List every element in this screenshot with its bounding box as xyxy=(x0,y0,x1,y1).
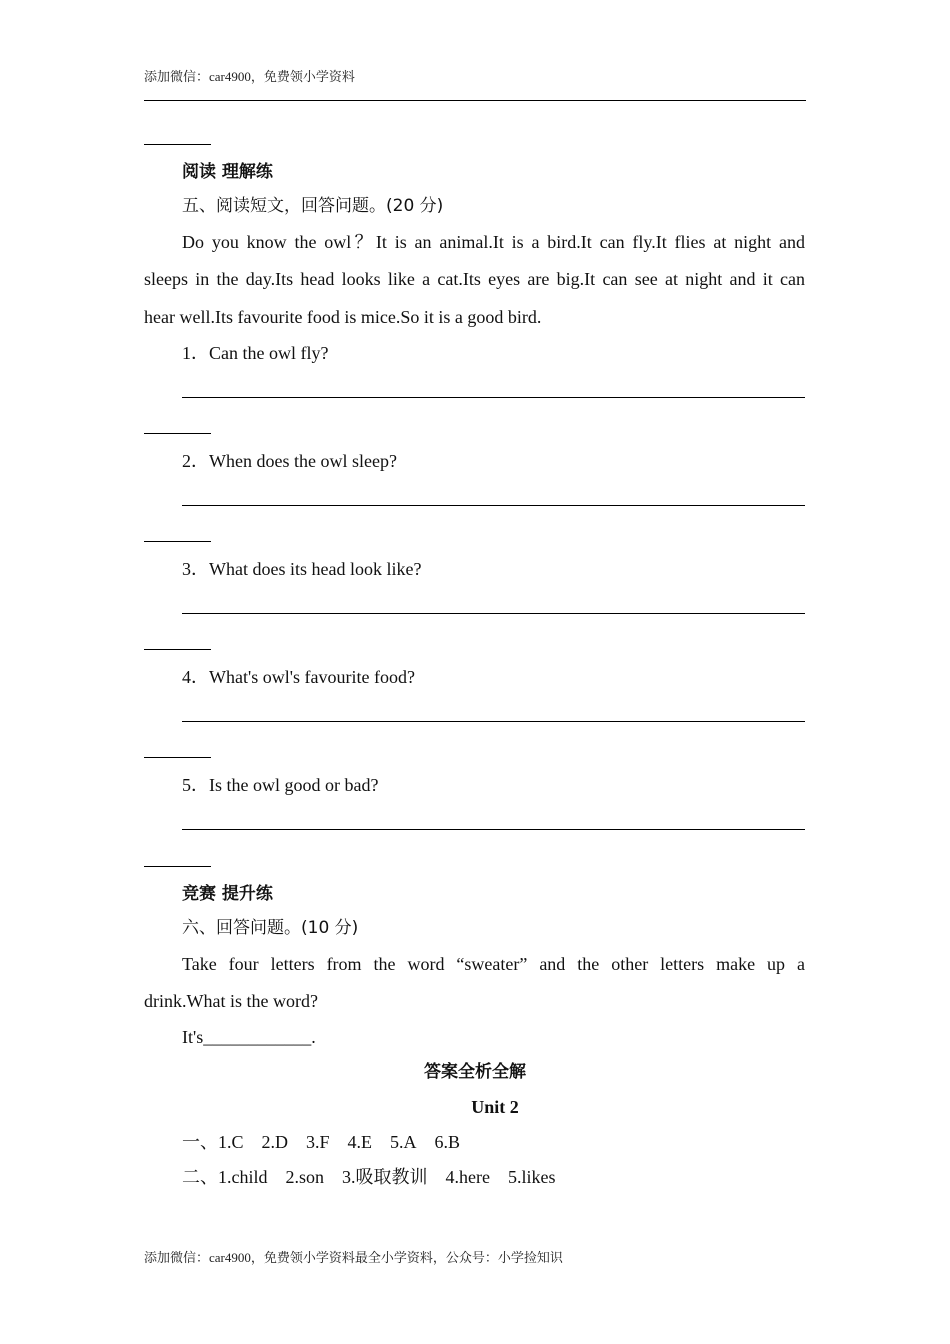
answer-line-4[interactable] xyxy=(182,721,805,722)
answers-part-2-prefix: 二、 xyxy=(182,1167,218,1187)
answer-item: 5.likes xyxy=(508,1167,556,1187)
answer-item: 4.here xyxy=(445,1167,490,1187)
answer-line-3-tail[interactable] xyxy=(144,649,211,650)
answer-item: 3.吸取教训 xyxy=(342,1167,428,1187)
answer-item: 5.A xyxy=(390,1132,417,1152)
answer-line-2[interactable] xyxy=(182,505,805,506)
answers-unit: Unit 2 xyxy=(471,1097,519,1117)
passage-line-1: Do you know the owl？It is an animal.It is a bird.It can fly.It flies at night and xyxy=(182,232,805,252)
answers-part-2 xyxy=(182,1166,574,1188)
answer-item: 6.B xyxy=(434,1132,461,1152)
reading-heading: 阅读 理解练 xyxy=(182,162,273,182)
answer-line-3[interactable] xyxy=(182,613,805,614)
contest-text-line-2: drink.What is the word? xyxy=(144,991,318,1011)
answer-line-tail xyxy=(144,144,211,145)
question-3: 3．What does its head look like? xyxy=(182,559,422,579)
answer-line-2-tail[interactable] xyxy=(144,541,211,542)
answer-item: 1.C xyxy=(218,1132,244,1152)
answer-item: 2.D xyxy=(261,1132,289,1152)
contest-instruction: 六、回答问题。(10 分) xyxy=(182,918,359,938)
page-footer: 添加微信：car4900，免费领小学资料最全小学资料，公众号：小学捡知识 xyxy=(144,1250,563,1265)
answer-item: 2.son xyxy=(285,1167,325,1187)
passage-line-2: sleeps in the day.Its head looks like a cat.Its eyes are big.It can see at night and it can xyxy=(144,269,805,289)
contest-answer-blank[interactable]: It's____________. xyxy=(182,1027,316,1047)
answer-item: 3.F xyxy=(306,1132,330,1152)
contest-text-line-1: Take four letters from the word “sweater” and the other letters make up a xyxy=(182,954,805,974)
answer-line-5-tail[interactable] xyxy=(144,866,211,867)
answer-item: 4.E xyxy=(347,1132,373,1152)
question-2: 2．When does the owl sleep? xyxy=(182,451,397,471)
answer-line-1[interactable] xyxy=(182,397,805,398)
answers-part-1 xyxy=(182,1131,478,1153)
page-header: 添加微信：car4900，免费领小学资料 xyxy=(144,69,355,84)
reading-instruction: 五、阅读短文，回答问题。(20 分) xyxy=(182,196,444,216)
answers-part-1-prefix: 一、 xyxy=(182,1132,218,1152)
answer-line-4-tail[interactable] xyxy=(144,757,211,758)
header-divider xyxy=(144,100,806,101)
answer-line-1-tail[interactable] xyxy=(144,433,211,434)
contest-heading: 竞赛 提升练 xyxy=(182,884,273,904)
answers-title: 答案全析全解 xyxy=(424,1062,526,1082)
passage-line-3: hear well.Its favourite food is mice.So it is a good bird. xyxy=(144,307,542,327)
answer-item: 1.child xyxy=(218,1167,268,1187)
question-1: 1．Can the owl fly? xyxy=(182,343,329,363)
question-4: 4．What's owl's favourite food? xyxy=(182,667,415,687)
answer-line-5[interactable] xyxy=(182,829,805,830)
question-5: 5．Is the owl good or bad? xyxy=(182,775,379,795)
